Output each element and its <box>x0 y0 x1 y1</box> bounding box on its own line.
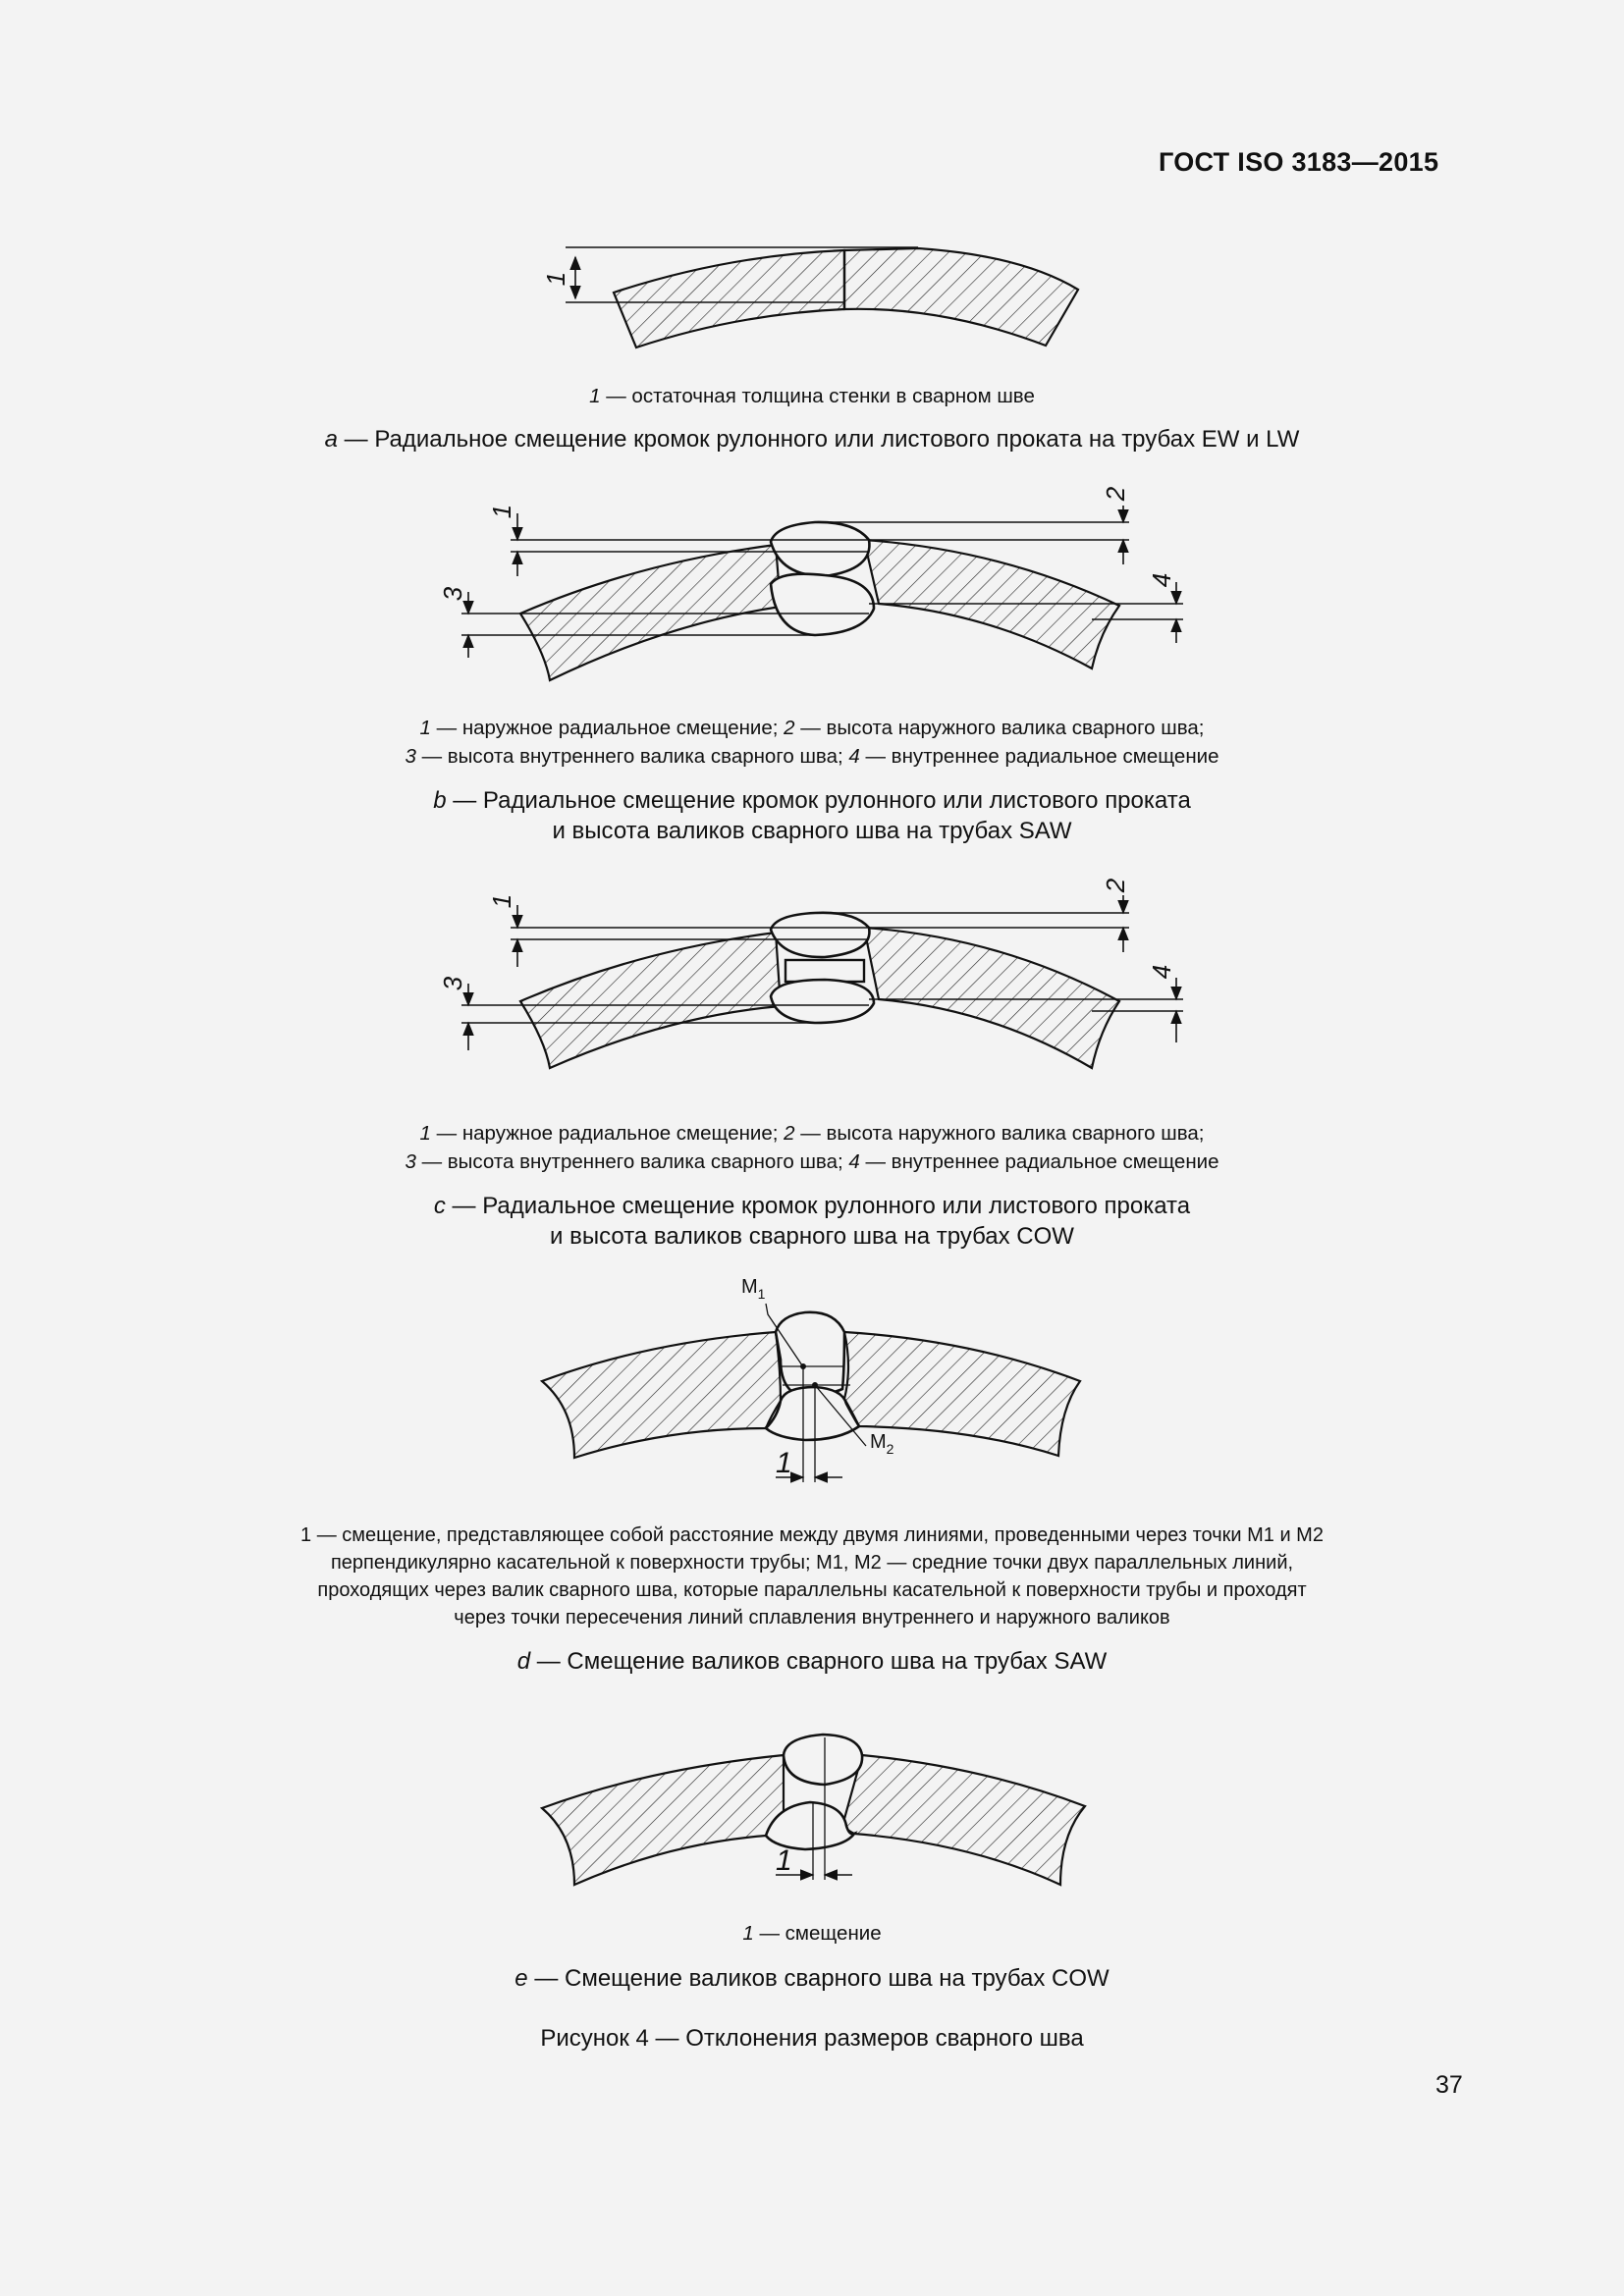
page-number: 37 <box>1435 2071 1463 2099</box>
figure-caption: Рисунок 4 — Отклонения размеров сварного шва <box>540 2025 1084 2052</box>
subfigure-title-e: e — Смещение валиков сварного шва на трубах COW <box>514 1965 1110 1992</box>
figure-b-drawing <box>0 486 1624 682</box>
figure-a-drawing <box>0 226 1624 373</box>
figure-d-drawing <box>0 1271 1624 1497</box>
pipe-wall-left-e <box>542 1755 784 1885</box>
outer-weld-bead-c <box>771 913 869 957</box>
callout-1-a: 1 <box>541 271 570 287</box>
legend-d: 1 — смещение, представляющее собой расстояние между двумя линиями, проведенными через точки М1 и М2 перпендикулярно касательной к поверхности трубы; М1, М2 — средние точки двух параллельных линий, проходящих через валик сварного шва, которые параллельны касательной к поверхности трубы и проходят через точки пересечения линий сплавления внутреннего и наружного валиков <box>300 1524 1324 1629</box>
subfigure-title-a: a — Радиальное смещение кромок рулонного или листового проката на трубах EW и LW <box>324 426 1300 453</box>
pipe-wall-right-a <box>844 248 1078 346</box>
callout-1-e: 1 <box>776 1844 792 1877</box>
legend-c: 1 — наружное радиальное смещение; 2 — высота наружного валика сварного шва; 3 — высота внутреннего валика сварного шва; 4 — внутреннее радиальное смещение <box>405 1122 1219 1173</box>
callout-3-b: 3 <box>438 586 467 602</box>
callout-2-c: 2 <box>1101 878 1130 893</box>
pipe-wall-right-c <box>864 928 1119 1068</box>
outer-weld-bead-d <box>776 1312 844 1396</box>
subfigure-title-b: b — Радиальное смещение кромок рулонного или листового проката и высота валиков сварного шва на трубах SAW <box>433 787 1191 844</box>
inner-weld-bead-c <box>771 980 874 1023</box>
figure-e-drawing <box>0 1698 1624 1890</box>
pipe-wall-left-b <box>520 545 781 680</box>
callout-1-c: 1 <box>487 893 516 909</box>
callout-m1: $M_1$ <box>741 1276 766 1302</box>
callout-1-d: 1 <box>776 1447 792 1479</box>
subfigure-title-d: d — Смещение валиков сварного шва на трубах SAW <box>516 1648 1108 1675</box>
callout-1-b: 1 <box>487 504 516 519</box>
outer-weld-bead-b <box>771 522 869 576</box>
callout-2-b: 2 <box>1101 486 1130 502</box>
pipe-wall-left-c <box>520 933 781 1068</box>
figure-c-drawing <box>0 874 1624 1080</box>
subfigure-title-c: c — Радиальное смещение кромок рулонного или листового проката и высота валиков сварного шва на трубах COW <box>433 1193 1191 1250</box>
callout-4-b: 4 <box>1147 572 1176 588</box>
callout-4-c: 4 <box>1147 964 1176 980</box>
pipe-wall-left-d <box>542 1332 781 1458</box>
callout-3-c: 3 <box>438 976 467 991</box>
legend-a: 1 — остаточная толщина стенки в сварном шве <box>589 385 1035 407</box>
inner-weld-bead-b <box>771 574 874 635</box>
pipe-wall-right-e <box>842 1755 1085 1885</box>
document-header: ГОСТ ISO 3183—2015 <box>1159 147 1439 177</box>
legend-b: 1 — наружное радиальное смещение; 2 — высота наружного валика сварного шва; 3 — высота внутреннего валика сварного шва; 4 — внутреннее радиальное смещение <box>405 717 1219 768</box>
outer-weld-bead-e <box>784 1735 862 1785</box>
pipe-wall-left-a <box>614 250 844 347</box>
legend-e: 1 — смещение <box>742 1922 882 1945</box>
callout-m2: $M_2$ <box>870 1431 894 1457</box>
